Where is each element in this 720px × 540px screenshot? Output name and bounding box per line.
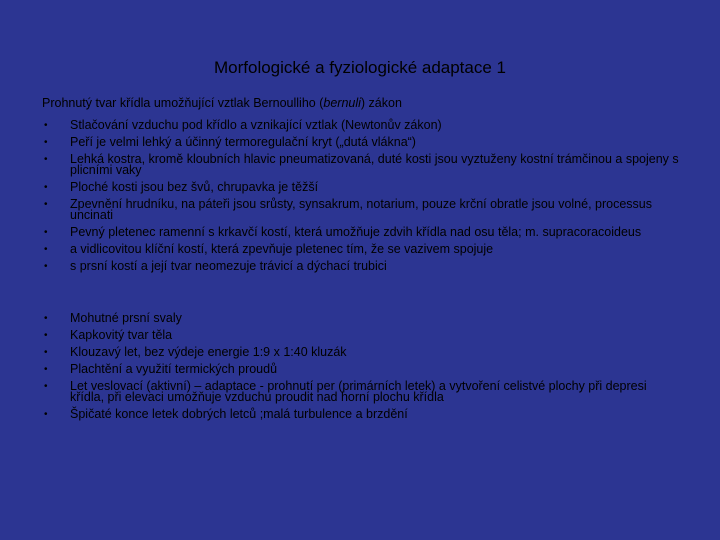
bullet-icon: • [44,137,48,148]
list-item-text: Špičaté konce letek dobrých letců ;malá turbulence a brzdění [70,407,408,421]
bullet-icon: • [44,120,48,131]
list-item [42,120,682,131]
list-item [42,261,682,272]
bullet-icon: • [44,227,48,238]
list-item-text: Plachtění a využití termických proudů [70,362,278,376]
intro-text-before: Prohnutý tvar křídla umožňující vztlak Bernoulliho ( [42,96,324,110]
bullet-icon: • [44,381,48,392]
list-item [42,199,682,221]
list-item-text: s prsní kostí a její tvar neomezuje trávicí a dýchací trubici [70,259,387,273]
list-item [42,227,682,238]
bullet-icon: • [44,347,48,358]
list-item [42,313,682,324]
list-item-text: Let veslovací (aktivní) – adaptace - prohnutí per (primárních letek) a vytvoření celistvé plochy při depresi křídla, při elevaci umožňuje vzduchu proudit nad horní plochu křídla [70,379,647,404]
bullet-icon: • [44,330,48,341]
list-item [42,381,682,403]
list-item-text: Pevný pletenec ramenní s krkavčí kostí, která umožňuje zdvih křídla nad osu těla; m. supracoracoideus [70,225,642,239]
list-item [42,244,682,255]
bullet-icon: • [44,261,48,272]
bullet-icon: • [44,182,48,193]
list-item-text: Lehká kostra, kromě kloubních hlavic pneumatizovaná, duté kosti jsou vyztuženy kostní trámčinou a spojeny s plicními vaky [70,152,679,177]
adaptation-list-2 [42,307,682,420]
list-item-text: a vidlicovitou klíční kostí, která zpevňuje pletenec tím, že se vazivem spojuje [70,242,494,256]
list-item [42,154,682,176]
list-item-text: Stlačování vzduchu pod křídlo a vznikající vztlak (Newtonův zákon) [70,118,442,132]
list-item [42,137,682,148]
list-item-text: Peří je velmi lehký a účinný termoregulační kryt („dutá vlákna“) [70,135,416,149]
list-item [42,330,682,341]
intro-line [42,95,692,111]
list-item [42,409,682,420]
bullet-icon: • [44,154,48,165]
bullet-icon: • [44,409,48,420]
bullet-icon: • [44,313,48,324]
bullet-icon: • [44,244,48,255]
list-item-text: Klouzavý let, bez výdeje energie 1:9 x 1:40 kluzák [70,345,347,359]
list-item-text: Ploché kosti jsou bez švů, chrupavka je těžší [70,180,319,194]
list-item-text: Zpevnění hrudníku, na páteři jsou srůsty, synsakrum, notarium, pouze krční obratle jsou volné, processus uncinati [70,197,653,222]
bullet-icon: • [44,199,48,210]
list-item [42,364,682,375]
intro-text-after: ) zákon [360,96,402,110]
list-item-text: Mohutné prsní svaly [70,311,182,325]
list-item [42,347,682,358]
bullet-icon: • [44,364,48,375]
slide-title: Morfologické a fyziologické adaptace 1 [214,58,506,77]
intro-text-italic: bernuli [323,96,361,110]
list-item [42,182,682,193]
adaptation-list-1 [42,114,682,272]
list-item-text: Kapkovitý tvar těla [70,328,173,342]
